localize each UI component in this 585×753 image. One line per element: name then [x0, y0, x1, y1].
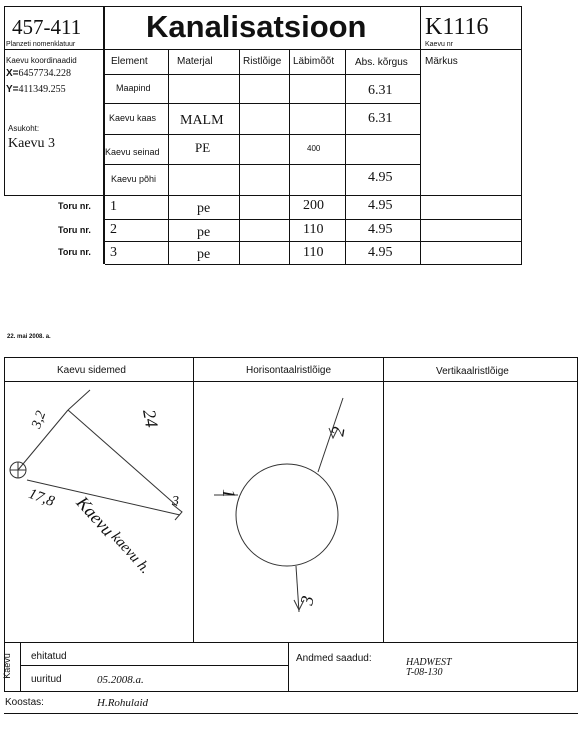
- note-pipe3: 3: [296, 594, 318, 607]
- row-abs: 4.95: [368, 170, 393, 185]
- pipe-label: Toru nr.: [58, 247, 91, 257]
- pipe-labimoot: 110: [303, 222, 324, 237]
- pipe-abs: 4.95: [368, 245, 393, 260]
- note-kaevu-h: kaevu h.: [107, 529, 154, 578]
- row-materjal: PE: [195, 140, 211, 155]
- pipe-nr: 1: [110, 199, 117, 214]
- row-abs: 6.31: [368, 83, 393, 98]
- pipe-label: Toru nr.: [58, 225, 91, 235]
- col-header-labimoot: Läbimõõt: [293, 56, 335, 67]
- row-abs: 6.31: [368, 111, 393, 126]
- pipe-labimoot: 200: [303, 198, 324, 213]
- row-element: Maapind: [116, 83, 151, 93]
- map-sheet-number: 457-411: [12, 15, 82, 39]
- well-number: K1116: [425, 14, 489, 40]
- ehitatud-label: ehitatud: [31, 651, 67, 662]
- page-title: Kanalisatsioon: [146, 9, 367, 44]
- sketch-header-connections: Kaevu sidemed: [57, 365, 126, 376]
- pipe-abs: 4.95: [368, 222, 393, 237]
- kaevu-vertical-label: Kaevu: [1, 653, 12, 679]
- koostas-value: H.Rohulaid: [97, 697, 149, 709]
- sketch-header-horizontal: Horisontaalristlõige: [246, 365, 332, 376]
- row-element: Kaevu kaas: [109, 113, 157, 123]
- note-pipe2: 2: [327, 425, 349, 438]
- row-element: Kaevu põhi: [111, 174, 157, 184]
- location-value: Kaevu 3: [8, 136, 56, 151]
- note-24: 24: [139, 407, 162, 430]
- pipe-label: Toru nr.: [58, 201, 91, 211]
- pipe-materjal: pe: [197, 225, 211, 240]
- pipe-labimoot: 110: [303, 245, 324, 260]
- coords-label: Kaevu koordinaadid: [6, 56, 77, 65]
- row-labimoot: 400: [307, 144, 321, 153]
- well-number-label: Kaevu nr: [425, 41, 454, 48]
- note-pipe1: 1: [219, 489, 239, 498]
- y-label: Y=: [6, 84, 19, 95]
- andmed-label: Andmed saadud:: [296, 653, 372, 664]
- x-value: 6457734.228: [18, 68, 72, 79]
- col-header-ristloige: Ristlõige: [243, 56, 282, 67]
- map-sheet-label: Planzeti nomenklatuur: [6, 41, 76, 48]
- location-label: Asukoht:: [8, 124, 40, 133]
- uuritud-value: 05.2008.a.: [97, 674, 144, 686]
- pipe-nr: 2: [110, 222, 117, 237]
- pipe-abs: 4.95: [368, 198, 393, 213]
- andmed-value-2: T-08-130: [406, 667, 443, 678]
- col-header-element: Element: [111, 56, 148, 67]
- koostas-label: Koostas:: [5, 697, 44, 708]
- row-element: Kaevu seinad: [105, 147, 160, 157]
- pipe-materjal: pe: [197, 247, 211, 262]
- y-value: 411349.255: [18, 84, 66, 95]
- col-header-materjal: Materjal: [177, 56, 213, 67]
- col-header-markus: Märkus: [425, 56, 458, 67]
- pipe-nr: 3: [110, 245, 117, 260]
- andmed-value-1: HADWEST: [406, 657, 452, 668]
- pipe-materjal: pe: [197, 201, 211, 216]
- sketch-header-vertical: Vertikaalristlõige: [436, 366, 509, 377]
- note-kaevu: Kaevu: [72, 492, 119, 540]
- date-stamp: 22. mai 2008. a.: [7, 334, 51, 340]
- uuritud-label: uuritud: [31, 674, 62, 685]
- note-3: 3: [172, 494, 179, 509]
- note-178: 17,8: [26, 486, 57, 511]
- row-materjal: MALM: [180, 113, 224, 128]
- note-32: 3,2: [29, 409, 50, 431]
- col-header-abs: Abs. kõrgus: [355, 57, 408, 68]
- x-label: X=: [6, 68, 19, 79]
